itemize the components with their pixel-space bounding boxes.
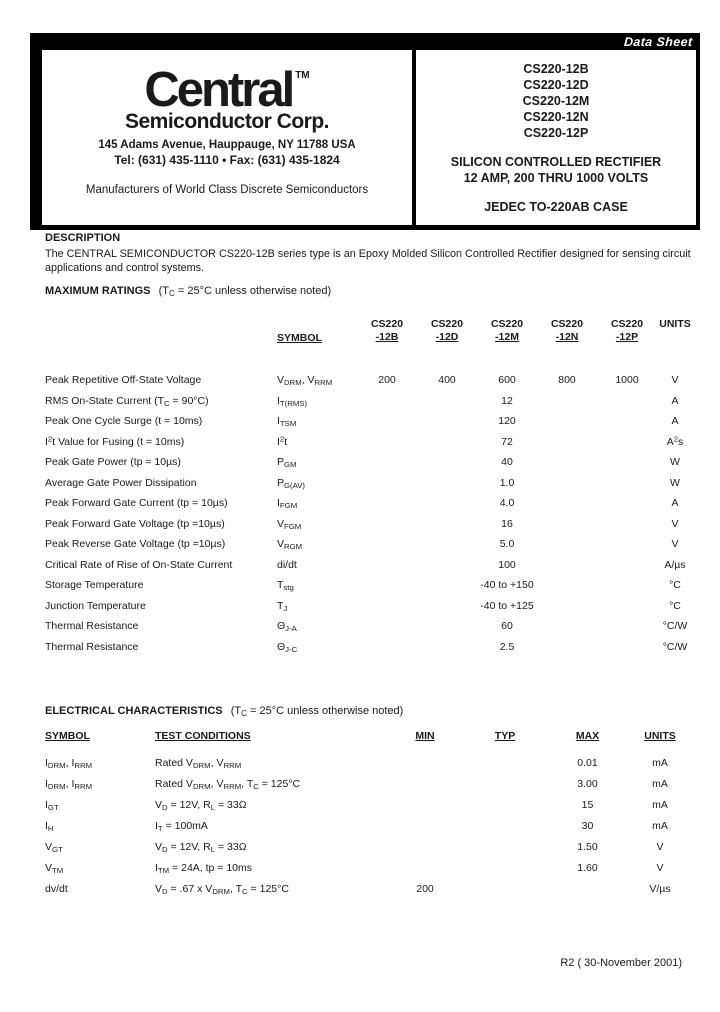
max-ratings-row	[45, 514, 693, 535]
electrical-title: ELECTRICAL CHARACTERISTICS	[45, 705, 223, 717]
device-col-suffix: -12N	[555, 331, 579, 343]
max-ratings-row	[45, 637, 693, 658]
units-value: mA	[652, 756, 668, 769]
rating-value: 1.0	[499, 476, 515, 489]
symbol-value: $\Theta_{J-A}$	[277, 620, 297, 634]
rating-value: -40 to +150	[480, 579, 534, 592]
electrical-row	[45, 752, 690, 773]
max-ratings-row	[45, 452, 693, 473]
symbol-value: $I_{FGM}$	[277, 497, 298, 511]
conditions-value: $I_T = 100mA$	[155, 819, 208, 833]
col-header-max: MAX	[575, 730, 600, 742]
rating-value: 40	[501, 456, 513, 469]
parameter-label: $I^2t$ Value for Fusing (t = 10ms)	[45, 434, 185, 448]
header-body	[30, 50, 700, 230]
device-type-line: SILICON CONTROLLED RECTIFIER	[450, 155, 662, 169]
max-ratings-row	[45, 596, 693, 617]
parameter-label: Peak One Cycle Surge (t = 10ms)	[45, 415, 203, 428]
parameter-label: Peak Repetitive Off-State Voltage	[45, 374, 202, 387]
electrical-row	[45, 794, 690, 815]
parameter-label: RMS On-State Current $(T_C = 90^\circ C)$	[45, 394, 209, 408]
electrical-row	[45, 815, 690, 836]
max-ratings-row	[45, 473, 693, 494]
conditions-value: $V_D = .67$ x $V_{DRM}$, $T_C = 125^\circ C$	[155, 882, 289, 896]
symbol-value: $I_H$	[45, 819, 54, 833]
company-tagline: Manufacturers of World Class Discrete Semiconductors	[85, 184, 369, 197]
units-value: V	[656, 861, 664, 874]
rating-value: 4.0	[499, 497, 515, 510]
units-value: A	[671, 415, 679, 428]
rating-value: 200	[378, 374, 396, 387]
max-ratings-row	[45, 411, 693, 432]
symbol-value: $V_{DRM}$, $V_{RRM}$	[277, 374, 333, 388]
device-rating-line: 12 AMP, 200 THRU 1000 VOLTS	[463, 171, 649, 185]
symbol-value: $V_{GT}$	[45, 840, 63, 854]
rating-value: 1000	[615, 374, 639, 387]
electrical-row	[45, 836, 690, 857]
company-address: 145 Adams Avenue, Hauppauge, NY 11788 USA	[98, 139, 356, 152]
symbol-value: di/dt	[277, 558, 297, 571]
rating-value: 60	[501, 620, 513, 633]
symbol-value: $I_{DRM}$, $I_{RRM}$	[45, 756, 93, 770]
col-header-typ: TYP	[494, 730, 516, 742]
parameter-label: Peak Gate Power (tp = 10µs)	[45, 456, 181, 469]
electrical-body	[45, 752, 690, 899]
parameter-label: Peak Reverse Gate Voltage (tp =10µs)	[45, 538, 226, 551]
units-value: °C/W	[662, 620, 688, 633]
units-value: A	[671, 497, 679, 510]
description-heading: DESCRIPTION	[45, 232, 121, 244]
device-col-suffix: -12M	[495, 331, 519, 343]
col-header-units: UNITS	[659, 318, 691, 330]
col-header-units: UNITS	[644, 730, 676, 742]
max-value: 1.60	[577, 861, 598, 874]
col-header-device	[477, 318, 537, 344]
symbol-value: dv/dt	[45, 882, 68, 895]
device-col-series: CS220	[490, 318, 524, 330]
rating-value: 2.5	[499, 640, 515, 653]
max-ratings-row	[45, 616, 693, 637]
col-header-device	[357, 318, 417, 344]
symbol-value: $I_{T(RMS)}$	[277, 394, 308, 408]
max-ratings-row	[45, 534, 693, 555]
max-ratings-row	[45, 575, 693, 596]
parameter-label: Junction Temperature	[45, 599, 146, 612]
parameter-label: Thermal Resistance	[45, 620, 139, 633]
col-header-symbol: SYMBOL	[277, 332, 322, 344]
device-type-block	[416, 154, 696, 186]
symbol-value: $\Theta_{J-C}$	[277, 640, 298, 654]
electrical-row	[45, 857, 690, 878]
electrical-row	[45, 878, 690, 899]
col-header-conditions: TEST CONDITIONS	[155, 730, 251, 742]
units-value: V/µs	[649, 882, 671, 895]
part-number: CS220-12B	[523, 62, 589, 76]
electrical-table	[45, 730, 690, 899]
units-value: °C	[669, 599, 681, 612]
max-ratings-row	[45, 370, 693, 391]
rating-value: 400	[438, 374, 456, 387]
symbol-value: $T_{stg}$	[277, 579, 294, 593]
device-col-suffix: -12B	[375, 331, 399, 343]
conditions-value: $V_D = 12V$, $R_L = 33\Omega$	[155, 840, 247, 854]
part-number: CS220-12P	[523, 126, 589, 140]
symbol-value: $I_{TSM}$	[277, 415, 297, 429]
units-value: mA	[652, 777, 668, 790]
part-numbers-panel	[412, 50, 700, 225]
max-value: 3.00	[577, 777, 598, 790]
max-ratings-table	[45, 318, 693, 657]
max-ratings-condition: ($T_C = 25^\circ C$ unless otherwise noted)	[158, 285, 332, 299]
conditions-value: $I_{TM} = 24A$, tp = 10ms	[155, 861, 253, 875]
symbol-value: $I_{GT}$	[45, 798, 59, 812]
max-ratings-body	[45, 370, 693, 657]
device-col-series: CS220	[550, 318, 584, 330]
units-value: $A^2s$	[666, 434, 684, 448]
col-header-min: MIN	[415, 730, 435, 742]
rating-value: 12	[501, 394, 513, 407]
max-ratings-heading	[45, 285, 331, 297]
symbol-value: $T_J$	[277, 599, 288, 613]
rating-value: 72	[501, 435, 513, 448]
header-black-bar	[30, 33, 700, 50]
company-phone-fax: Tel: (631) 435-1110 • Fax: (631) 435-1824	[114, 153, 340, 168]
units-value: V	[656, 840, 664, 853]
device-col-series: CS220	[430, 318, 464, 330]
symbol-value: $V_{RGM}$	[277, 538, 303, 552]
logo-brand-text: Central	[144, 63, 293, 117]
units-value: V	[671, 374, 679, 387]
description-body: The CENTRAL SEMICONDUCTOR CS220-12B series type is an Epoxy Molded Silicon Controlled Rectifier designed for sensing circuit applications and control systems.	[45, 248, 691, 274]
symbol-value: $P_{G(AV)}$	[277, 476, 306, 490]
footer-revision: R2 ( 30-November 2001)	[560, 957, 682, 969]
device-col-series: CS220	[370, 318, 404, 330]
device-col-suffix: -12D	[435, 331, 459, 343]
electrical-condition: ($T_C = 25^\circ C$ unless otherwise noted)	[230, 705, 404, 719]
symbol-value: $I^2t$	[277, 434, 288, 448]
units-value: mA	[652, 798, 668, 811]
units-value: W	[670, 456, 680, 469]
max-ratings-row	[45, 493, 693, 514]
units-value: °C/W	[662, 640, 688, 653]
part-number: CS220-12M	[522, 94, 590, 108]
symbol-value: $P_{GM}$	[277, 456, 297, 470]
max-ratings-row	[45, 555, 693, 576]
units-value: °C	[669, 579, 681, 592]
units-value: V	[671, 538, 679, 551]
header-banner	[30, 33, 700, 230]
electrical-heading	[45, 705, 403, 717]
max-value: 0.01	[577, 756, 598, 769]
rating-value: 100	[498, 558, 516, 571]
units-value: A	[671, 394, 679, 407]
symbol-value: $V_{TM}$	[45, 861, 64, 875]
max-ratings-header-row	[45, 318, 693, 344]
col-header-symbol: SYMBOL	[45, 730, 90, 742]
parameter-label: Storage Temperature	[45, 579, 144, 592]
company-logo-panel	[30, 50, 412, 225]
units-value: V	[671, 517, 679, 530]
max-value: 1.50	[577, 840, 598, 853]
max-ratings-row	[45, 391, 693, 412]
logo-subtitle: Semiconductor Corp.	[124, 110, 330, 134]
parameter-label: Average Gate Power Dissipation	[45, 476, 197, 489]
col-header-device	[537, 318, 597, 344]
part-number: CS220-12D	[523, 78, 589, 92]
units-value: W	[670, 476, 680, 489]
col-header-device	[597, 318, 657, 344]
electrical-row	[45, 773, 690, 794]
units-value: mA	[652, 819, 668, 832]
parameter-label: Critical Rate of Rise of On-State Current	[45, 558, 233, 571]
conditions-value: $V_D = 12V$, $R_L = 33\Omega$	[155, 798, 247, 812]
device-col-series: CS220	[610, 318, 644, 330]
rating-value: 16	[501, 517, 513, 530]
units-value: A/µs	[664, 558, 686, 571]
min-value: 200	[416, 882, 434, 895]
rating-value: 600	[498, 374, 516, 387]
trademark-mark: TM	[295, 70, 310, 81]
rating-value: -40 to +125	[480, 599, 534, 612]
col-header-device	[417, 318, 477, 344]
logo-brand	[42, 63, 412, 117]
max-value: 15	[581, 798, 594, 811]
part-number: CS220-12N	[523, 110, 589, 124]
rating-value: 800	[558, 374, 576, 387]
datasheet-label: Data Sheet	[623, 34, 694, 49]
max-ratings-title: MAXIMUM RATINGS	[45, 285, 151, 297]
parameter-label: Thermal Resistance	[45, 640, 139, 653]
max-value: 30	[581, 819, 594, 832]
symbol-value: $V_{FGM}$	[277, 517, 302, 531]
symbol-value: $I_{DRM}$, $I_{RRM}$	[45, 777, 93, 791]
description-section	[45, 232, 702, 275]
device-col-suffix: -12P	[615, 331, 639, 343]
case-line: JEDEC TO-220AB CASE	[484, 200, 628, 214]
rating-value: 120	[498, 415, 516, 428]
electrical-header-row	[45, 730, 690, 742]
max-ratings-row	[45, 432, 693, 453]
parameter-label: Peak Forward Gate Current (tp = 10µs)	[45, 497, 228, 510]
conditions-value: Rated $V_{DRM}$, $V_{RRM}$, $T_C = 125^\circ C$	[155, 777, 301, 791]
parameter-label: Peak Forward Gate Voltage (tp =10µs)	[45, 517, 225, 530]
param-header-spacer	[45, 318, 277, 344]
rating-value: 5.0	[499, 538, 515, 551]
conditions-value: Rated $V_{DRM}$, $V_{RRM}$	[155, 756, 242, 770]
